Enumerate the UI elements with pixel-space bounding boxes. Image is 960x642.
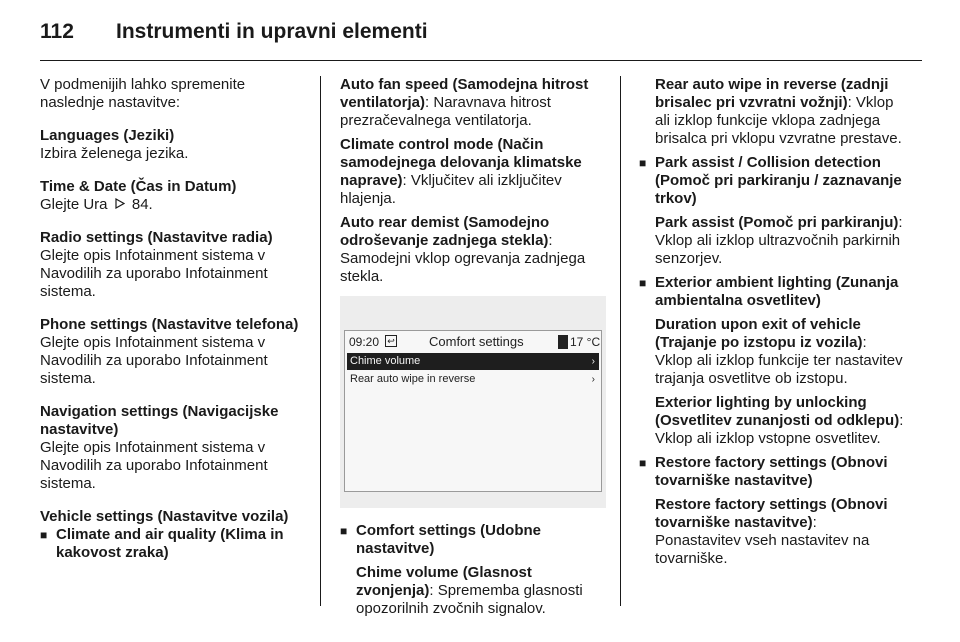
display-status-bar — [345, 331, 601, 353]
infotainment-display — [344, 330, 602, 492]
display-time: 09:20 — [349, 335, 380, 349]
demist-item — [340, 214, 606, 286]
unlock-item — [639, 394, 904, 448]
unlock-title: Exterior lighting by unlocking (Osvetlitev zunanjosti od odklepu) — [655, 394, 900, 429]
languages-title: Languages (Jeziki) — [40, 127, 175, 144]
radio-title: Radio settings (Nastavitve radia) — [40, 229, 273, 246]
header-rule — [40, 60, 922, 61]
timedate-page-link[interactable]: 84. — [131, 196, 153, 213]
chime-title: Chime volume (Glasnost zvonjenja) — [356, 564, 532, 599]
autofan-text: : Naravnava hitrost prezračevalnega ventilatorja. — [340, 94, 551, 129]
page-number: 112 — [40, 20, 74, 43]
phone-section — [40, 316, 302, 388]
radio-text: Glejte opis Infotainment sistema v Navodilih za uporabo Infotainment sistema. — [40, 247, 268, 300]
climode-item — [340, 136, 606, 208]
reference-arrow-icon[interactable] — [114, 196, 126, 214]
timedate-text: Glejte Ura — [40, 196, 108, 213]
column-divider-2 — [620, 76, 621, 606]
chime-item — [340, 564, 606, 618]
nav-section — [40, 403, 302, 493]
duration-title: Duration upon exit of vehicle (Trajanje po izstopu iz vozila) — [655, 316, 863, 351]
autofan-title: Auto fan speed (Samodejna hitrost ventilatorja) — [340, 76, 589, 111]
climode-text: : Vključitev ali izključitev hlajenja. — [340, 172, 562, 207]
demist-title: Auto rear demist (Samodejno odroševanje zadnjega stekla) — [340, 214, 550, 249]
page-header — [40, 10, 920, 52]
park-title: Park assist (Pomoč pri parkiranju) — [655, 214, 899, 231]
comfort-bullet: ■ Comfort settings (Udobne nastavitve) — [340, 522, 606, 558]
phone-text: Glejte opis Infotainment sistema v Navodilih za uporabo Infotainment sistema. — [40, 334, 268, 387]
column-3 — [639, 76, 904, 568]
column-1 — [40, 76, 302, 562]
ambient-bullet: ■ Exterior ambient lighting (Zunanja ambientalna osvetlitev) — [639, 274, 904, 310]
phone-title: Phone settings (Nastavitve telefona) — [40, 316, 299, 333]
restore-item — [639, 496, 904, 568]
park-item — [639, 214, 904, 268]
vehicle-title: Vehicle settings (Nastavitve vozila) — [40, 508, 289, 525]
wipe-item — [639, 76, 904, 148]
back-arrow-icon: ↩ — [385, 335, 397, 347]
timedate-title: Time & Date (Čas in Datum) — [40, 178, 237, 195]
chevron-right-icon: › — [591, 356, 595, 367]
display-temperature: 17 °C — [570, 335, 601, 349]
park-text: : Vklop ali izklop ultrazvočnih parkirnih senzorjev. — [655, 214, 903, 267]
display-menu-item-rear-auto-wipe — [347, 371, 599, 388]
unlock-text: : Vklop ali izklop vstopne osvetlitev. — [655, 412, 904, 447]
wipe-text: : Vklop ali izklop funkcije vklopa zadnjega brisalca pri vklopu vzvratne prestave. — [655, 94, 902, 147]
chapter-title: Instrumenti in upravni elementi — [116, 20, 428, 43]
display-menu-item-chime-volume — [347, 353, 599, 370]
thermometer-icon — [558, 335, 568, 349]
climode-title: Climate control mode (Način samodejnega delovanja klimatske naprave) — [340, 136, 582, 189]
restore-bullet: ■ Restore factory settings (Obnovi tovarniške nastavitve) — [639, 454, 904, 490]
column-2 — [340, 76, 606, 618]
languages-section — [40, 127, 302, 163]
nav-text: Glejte opis Infotainment sistema v Navodilih za uporabo Infotainment sistema. — [40, 439, 268, 492]
park-bullet: ■ Park assist / Collision detection (Pomoč pri parkiranju / zaznavanje trkov) — [639, 154, 904, 208]
chime-text: : Sprememba glasnosti opozorilnih zvočnih signalov. — [356, 582, 583, 617]
comfort-settings-screen-image — [340, 296, 606, 508]
intro-text: V podmenijih lahko spremenite naslednje nastavitve: — [40, 76, 246, 111]
autofan-item — [340, 76, 606, 130]
chevron-right-icon: › — [591, 374, 595, 385]
display-title: Comfort settings — [429, 334, 524, 349]
climate-bullet: ■ Climate and air quality (Klima in kakovost zraka) — [40, 526, 302, 562]
display-row-label: Chime volume — [350, 355, 421, 367]
languages-text: Izbira želenega jezika. — [40, 145, 189, 162]
timedate-section — [40, 178, 302, 214]
column-divider-1 — [320, 76, 321, 606]
duration-text: : Vklop ali izklop funkcije ter nastavitev trajanja osvetlitve ob izstopu. — [655, 334, 903, 387]
nav-title: Navigation settings (Navigacijske nastavitve) — [40, 403, 279, 438]
restore-text: : Ponastavitev vseh nastavitev na tovarniške. — [655, 514, 870, 567]
demist-text: : Samodejni vklop ogrevanja zadnjega stekla. — [340, 232, 586, 285]
vehicle-section — [40, 508, 302, 562]
timedate-line — [40, 196, 302, 214]
display-row-label: Rear auto wipe in reverse — [350, 373, 476, 385]
radio-section — [40, 229, 302, 301]
duration-item — [639, 316, 904, 388]
restore-title: Restore factory settings (Obnovi tovarniške nastavitve) — [655, 496, 888, 531]
wipe-title: Rear auto wipe in reverse (zadnji brisalec pri vzvratni vožnji) — [655, 76, 889, 111]
